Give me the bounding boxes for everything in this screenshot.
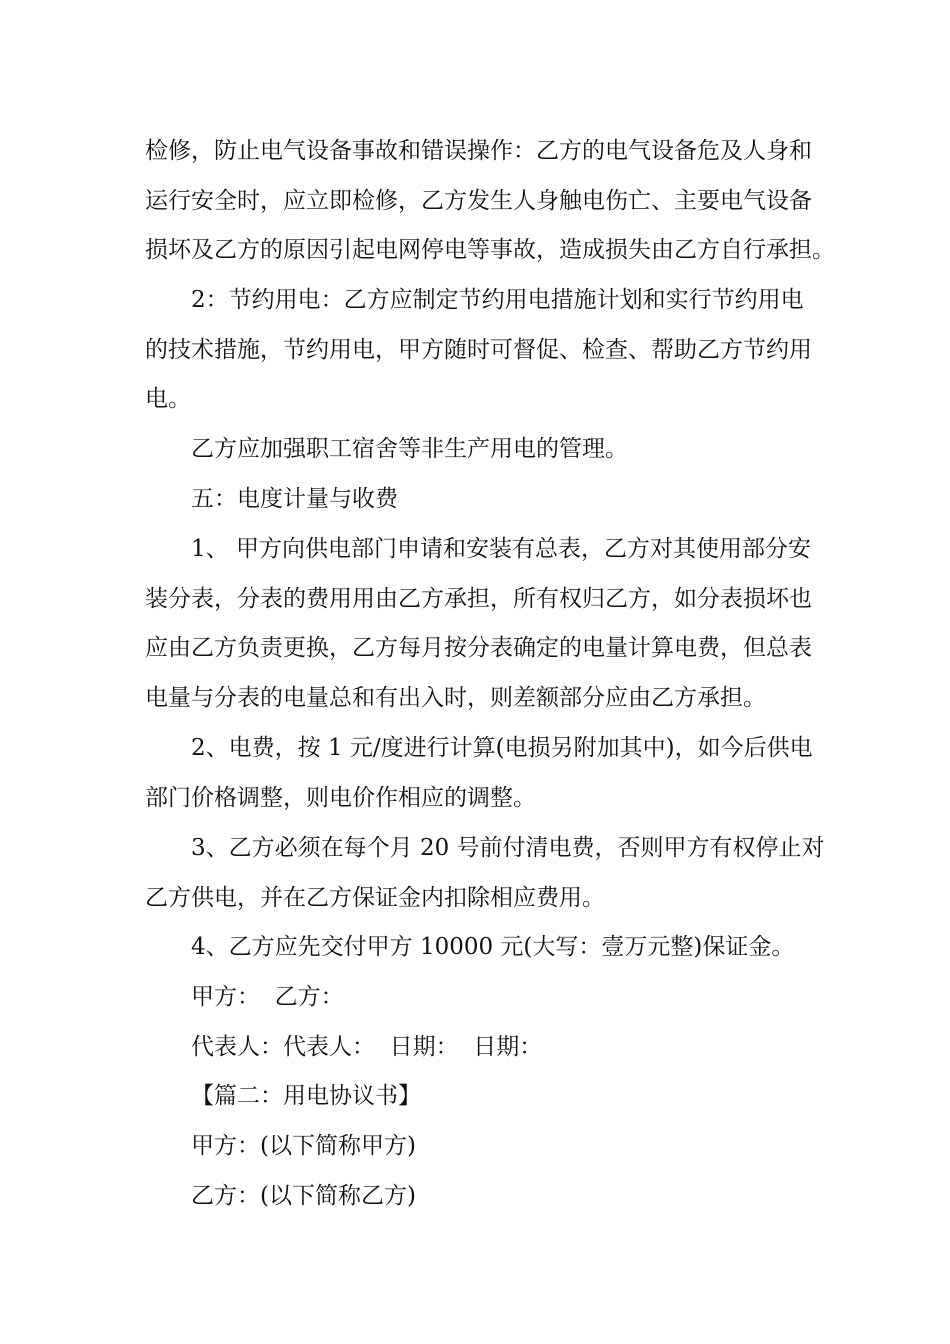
text-line: 2：节约用电：乙方应制定节约用电措施计划和实行节约用电 bbox=[191, 287, 804, 313]
text-line: 乙方供电，并在乙方保证金内扣除相应费用。 bbox=[145, 884, 605, 911]
text-line: 乙方：(以下简称乙方) bbox=[191, 1183, 416, 1209]
paragraph-2 bbox=[145, 276, 815, 425]
text-line: 五：电度计量与收费 bbox=[191, 486, 398, 512]
text-line: 应由乙方负责更换，乙方每月按分表确定的电量计算电费，但总表 bbox=[145, 635, 812, 661]
text-line: 【篇二：用电协议书】 bbox=[191, 1083, 421, 1109]
signature-representatives bbox=[145, 1023, 815, 1073]
text-line: 装分表，分表的费用用由乙方承担，所有权归乙方，如分表损坏也 bbox=[145, 585, 812, 612]
section-heading bbox=[145, 475, 815, 525]
text-line: 1、 甲方向供电部门申请和安装有总表，乙方对其使用部分安 bbox=[191, 536, 811, 562]
text-line: 甲方：(以下简称甲方) bbox=[191, 1133, 416, 1159]
text-line: 2、电费，按 1 元/度进行计算(电损另附加其中)，如今后供电 bbox=[191, 735, 813, 761]
paragraph-3 bbox=[145, 425, 815, 475]
text-line: 代表人：代表人： 日期： 日期： bbox=[191, 1034, 543, 1060]
paragraph-5 bbox=[145, 525, 815, 723]
paragraph-6 bbox=[145, 724, 815, 823]
party-b-line bbox=[145, 1172, 815, 1222]
party-a-line bbox=[145, 1122, 815, 1172]
text-line: 电。 bbox=[145, 386, 191, 412]
text-line: 检修，防止电气设备事故和错误操作：乙方的电气设备危及人身和 bbox=[145, 138, 812, 164]
paragraph-7 bbox=[145, 824, 825, 923]
text-line: 3、乙方必须在每个月 20 号前付清电费，否则甲方有权停止对 bbox=[191, 835, 825, 861]
paragraph-8 bbox=[145, 923, 815, 973]
chapter-heading bbox=[145, 1072, 815, 1122]
text-line: 4、乙方应先交付甲方 10000 元(大写：壹万元整)保证金。 bbox=[191, 934, 795, 960]
text-line: 损坏及乙方的原因引起电网停电等事故，造成损失由乙方自行承担。 bbox=[145, 237, 835, 263]
text-line: 的技术措施，节约用电，甲方随时可督促、检查、帮助乙方节约用 bbox=[145, 336, 812, 363]
signature-parties bbox=[145, 973, 815, 1023]
text-line: 运行安全时，应立即检修，乙方发生人身触电伤亡、主要电气设备 bbox=[145, 187, 812, 214]
text-line: 部门价格调整，则电价作相应的调整。 bbox=[145, 784, 536, 811]
paragraph-1 bbox=[145, 127, 835, 276]
text-line: 电量与分表的电量总和有出入时，则差额部分应由乙方承担。 bbox=[145, 684, 766, 711]
text-line: 乙方应加强职工宿舍等非生产用电的管理。 bbox=[191, 436, 628, 462]
text-line: 甲方： 乙方： bbox=[191, 984, 344, 1010]
